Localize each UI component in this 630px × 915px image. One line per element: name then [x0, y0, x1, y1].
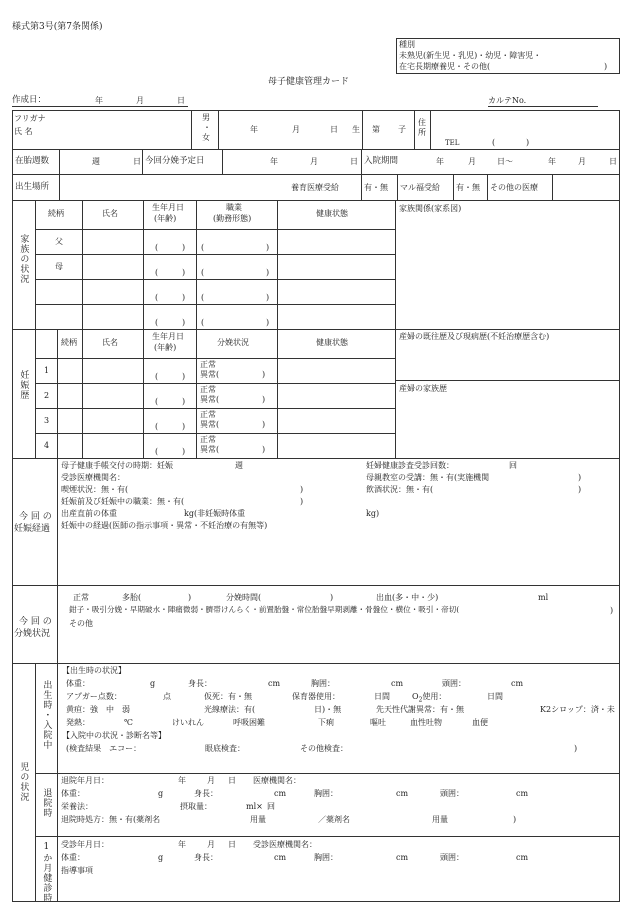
hematemesis-label: 血性吐物 [410, 718, 442, 727]
row-line [35, 836, 620, 837]
convulsion-label: けいれん [172, 718, 204, 727]
row-line [35, 383, 395, 384]
birth-year: 年 [250, 125, 258, 134]
birth-weight-label: 体重： [66, 679, 90, 688]
checkup-date-label: 受診年月日： [61, 840, 109, 849]
pregnancy-section-label: 妊娠歴 [18, 370, 29, 400]
maternal-family-label: 産婦の家族歴 [399, 384, 447, 393]
address-label-1: 住 [418, 118, 426, 127]
unit-day: 日 [228, 840, 236, 849]
incubator-label: 保育器使用： [292, 692, 340, 701]
discharge-label: 退院時 [41, 788, 52, 818]
col-line [362, 110, 363, 149]
delivery-normal: 正常 [200, 360, 216, 369]
dose2-label: 用量 [432, 815, 448, 824]
family-col-birth-age: (年齢) [154, 214, 177, 223]
admission-label: 入院期間 [364, 156, 399, 166]
birth-order-1: 第 [372, 125, 380, 134]
category-label: 種別 [399, 40, 415, 49]
unit-month: 月 [207, 776, 215, 785]
drinking-label: 飲酒状況：無・有( [366, 485, 434, 494]
maternal-history-label: 産婦の既往歴及び現病歴(不妊治療歴含む) [399, 332, 550, 341]
unit-cm: cm [396, 853, 409, 862]
adm-month2: 月 [578, 157, 586, 166]
paren: ) [182, 268, 186, 277]
row-line [35, 304, 395, 305]
preg-col-health: 健康状態 [316, 338, 348, 347]
job-end: ) [300, 497, 304, 506]
col-line [395, 200, 396, 458]
unit-cm: cm [391, 679, 404, 688]
col-line [361, 149, 362, 174]
smoking-label: 喫煙状況：無・有( [61, 485, 129, 494]
paren: ) [182, 293, 186, 302]
phototherapy-label: 光線療法：有( [204, 705, 256, 714]
prescription-end: ) [513, 815, 517, 824]
dyspnea-label: 呼吸困難 [233, 718, 265, 727]
category-line1: 未熟児(新生児・乳児)・幼児・障害児・ [399, 51, 542, 60]
discharge-chest-label: 胸囲： [314, 789, 338, 798]
col-line [196, 329, 197, 458]
days-unit: 日 [133, 157, 141, 166]
drinking-end: ) [578, 485, 582, 494]
discharge-date-label: 退院年月日： [61, 776, 109, 785]
delivery-abnormal: 異常( [200, 445, 220, 454]
created-underline [12, 106, 188, 107]
preg-col-relation: 続柄 [61, 338, 77, 347]
checkup-height-label: 身長： [194, 853, 218, 862]
asphyxia-label: 仮死：有・無 [204, 692, 252, 701]
adm-year1: 年 [436, 157, 444, 166]
checkup-count-unit: 回 [509, 461, 517, 470]
col-line [59, 174, 60, 200]
delivery-abnormal: 異常( [200, 420, 220, 429]
preg-col-name: 氏名 [102, 338, 118, 347]
paren: ) [266, 318, 270, 327]
delivery-label-2: 分娩状況 [14, 629, 51, 639]
paren: ) [262, 445, 266, 454]
apgar-unit: 点 [163, 692, 171, 701]
nurture-medical-label: 養育医療受給 [291, 183, 339, 192]
row-line [395, 380, 620, 381]
nutrition-label: 栄養法： [61, 802, 93, 811]
delivery-normal: 正常 [73, 593, 89, 602]
delivery-complications-end: ) [610, 606, 614, 615]
col-line [218, 110, 219, 149]
row-line [12, 458, 620, 459]
delivery-complications: 鉗子・吸引分娩・早期破水・陣痛微弱・臍帯けんらく・前置胎盤・常位胎盤早期剥離・骨盤位・横位・吸引・帝切( [69, 605, 460, 614]
paren: ) [182, 243, 186, 252]
birth-month: 月 [292, 125, 300, 134]
family-tree-label: 家族関係(家系図) [399, 204, 462, 213]
maru-fuku-yes-no: 有・無 [456, 183, 480, 192]
guidance-label: 指導事項 [61, 866, 93, 875]
sex-dot: ・ [203, 123, 211, 132]
paren: ) [182, 397, 186, 406]
paren: ) [262, 395, 266, 404]
col-line [453, 174, 454, 200]
unit-cm: cm [516, 789, 529, 798]
intake-label: 摂取量： [180, 802, 212, 811]
unit-cm: cm [274, 789, 287, 798]
tel-paren-open: ( [492, 138, 496, 147]
due-day: 日 [350, 157, 358, 166]
birth-admission-label: 出生時・入院中 [41, 680, 52, 750]
unit-g: g [158, 789, 164, 798]
sex-female: 女 [202, 133, 210, 142]
checkup-hospital-label: 受診医療機関名： [253, 840, 317, 849]
form-number: 様式第3号(第7条関係) [12, 22, 103, 32]
paren: ( [201, 243, 205, 252]
jaundice-label: 黄疸：強 中 弱 [66, 705, 130, 714]
row-line [35, 773, 620, 774]
fever-label: 発熱： [66, 718, 90, 727]
preg-col-delivery: 分娩状況 [217, 338, 249, 347]
birth-born: 生 [352, 125, 360, 134]
family-section-label: 家族の状況 [18, 234, 29, 284]
birthplace-label: 出生場所 [15, 182, 50, 192]
paren: ) [182, 447, 186, 456]
col-line [361, 174, 362, 200]
furigana-label: フリガナ [14, 114, 46, 123]
progress-label: 妊娠中の経過(医師の指示事項・異常・不妊治療の有無等) [61, 521, 268, 530]
checkup-weight-label: 体重： [61, 853, 85, 862]
unit-days: 日間 [374, 692, 390, 701]
birth-chest-label: 胸囲： [311, 679, 335, 688]
weeks-unit: 週 [92, 157, 100, 166]
col-line [82, 200, 83, 329]
oxygen-label: $O_2$使用： [412, 692, 447, 704]
paren: ) [266, 243, 270, 252]
delivery-normal: 正常 [200, 385, 216, 394]
family-col-occupation: 職業 [226, 203, 242, 212]
checkup-count-label: 妊婦健康診査受診回数： [366, 461, 454, 470]
birth-order-2: 子 [398, 125, 406, 134]
course-label-2: 妊娠経過 [14, 524, 51, 534]
discharge-hospital-label: 医療機関名： [253, 776, 301, 785]
inpatient-header: 【入院中の状況・診断名等】 [62, 731, 166, 740]
nurture-yes-no: 有・無 [364, 183, 388, 192]
paren: ( [155, 243, 159, 252]
unit-month: 月 [207, 840, 215, 849]
weight-unit: kg(非妊娠時体重 [184, 509, 246, 518]
birth-height-label: 身長： [188, 679, 212, 688]
parent-class-end: ) [578, 473, 582, 482]
due-month: 月 [310, 157, 318, 166]
parent-class-label: 母親教室の受講：無・有(実施機関 [366, 473, 490, 482]
col-line [397, 174, 398, 200]
family-col-occupation-2: (勤務形態) [213, 214, 252, 223]
sex-male: 男 [202, 113, 210, 122]
col-line [35, 200, 36, 329]
preg-col-birth-age: (年齢) [154, 343, 177, 352]
row-line [12, 200, 620, 201]
row-line [12, 663, 620, 664]
unit-year: 年 [178, 776, 186, 785]
due-year: 年 [270, 157, 278, 166]
col-line [143, 200, 144, 329]
discharge-height-label: 身長： [194, 789, 218, 798]
created-year: 年 [95, 96, 103, 105]
tel-label: TEL [445, 139, 460, 147]
paren: ( [155, 372, 159, 381]
page-title: 母子健康管理カード [268, 77, 350, 87]
adm-year2: 年 [548, 157, 556, 166]
delivery-abnormal: 異常( [200, 370, 220, 379]
preg-col-birth: 生年月日 [152, 332, 184, 341]
unit-cm: cm [274, 853, 287, 862]
col-line [82, 329, 83, 458]
paren: ( [155, 422, 159, 431]
unit-cm: cm [511, 679, 524, 688]
tel-paren-close: ) [526, 138, 530, 147]
row-line [35, 408, 395, 409]
delivery-normal: 正常 [200, 435, 216, 444]
paren: ) [182, 372, 186, 381]
prescription-label: 退院時処方：無・有(薬剤名 [61, 815, 161, 824]
discharge-weight-label: 体重： [61, 789, 85, 798]
birth-day: 日 [330, 125, 338, 134]
delivery-abnormal: 異常( [200, 395, 220, 404]
col-line [277, 200, 278, 329]
row-line [35, 254, 395, 255]
paren: ( [155, 397, 159, 406]
preg-row-num: 2 [44, 391, 50, 400]
k2-label: K2シロップ：済・未 [540, 705, 615, 714]
row-line [12, 149, 620, 150]
unit-times: 回 [267, 802, 275, 811]
adm-month1: 月 [468, 157, 476, 166]
birth-header: 【出生時の状況】 [62, 666, 126, 675]
eye-test-label: 眼底検査： [205, 744, 245, 753]
birth-head-label: 頭囲： [442, 679, 466, 688]
apgar-label: アプガー点数： [66, 692, 122, 701]
metabolic-label: 先天性代謝異常：有・無 [376, 705, 464, 714]
preg-row-num: 1 [44, 366, 50, 375]
paren: ( [155, 268, 159, 277]
col-line [191, 110, 192, 149]
address-label-2: 所 [418, 128, 426, 137]
col-line [143, 329, 144, 458]
col-line [414, 110, 415, 149]
unit-days: 日間 [487, 692, 503, 701]
preg-row-num: 3 [44, 416, 50, 425]
row-line [12, 329, 620, 330]
course-label-1: 今 回 の [19, 512, 52, 522]
created-label: 作成日： [12, 95, 47, 105]
col-line [35, 663, 36, 902]
unit-ml-times: ml× [246, 802, 263, 811]
paren: ) [266, 268, 270, 277]
row-line [12, 585, 620, 586]
delivery-duration: 分娩時間( [226, 593, 262, 602]
paren: ( [201, 318, 205, 327]
checkup-chest-label: 胸囲： [314, 853, 338, 862]
gestational-label: 在胎週数 [15, 156, 50, 166]
category-line2: 在宅長期療養児・その他( [399, 62, 491, 71]
tests-end: ) [574, 744, 578, 753]
col-line [552, 174, 553, 200]
created-month: 月 [136, 96, 144, 105]
row-line [35, 229, 395, 230]
col-line [487, 174, 488, 200]
paren: ( [201, 293, 205, 302]
col-line [35, 329, 36, 458]
family-col-relation: 続柄 [48, 209, 64, 218]
row-line [35, 358, 395, 359]
maru-fuku-label: マル福受給 [400, 183, 440, 192]
phototherapy-end: 日)・無 [314, 705, 342, 714]
other-medical-label: その他の医療 [490, 183, 538, 192]
vomit-label: 嘔吐 [370, 718, 386, 727]
dose-label: 用量 [250, 815, 266, 824]
adm-range-sep: 日〜 [497, 157, 513, 166]
paren: ( [155, 447, 159, 456]
delivery-other: その他 [69, 619, 93, 628]
unit-g: g [150, 679, 156, 688]
drug2-label: ／薬剤名 [318, 815, 350, 824]
family-col-health: 健康状態 [316, 209, 348, 218]
row-line [12, 174, 620, 175]
col-line [277, 329, 278, 458]
checkup-head-label: 頭囲： [440, 853, 464, 862]
delivery-duration-end: ) [330, 593, 334, 602]
col-line [57, 663, 58, 902]
family-col-birth: 生年月日 [152, 203, 184, 212]
chart-no-underline [488, 106, 598, 107]
col-line [222, 149, 223, 174]
family-mother: 母 [55, 262, 63, 271]
unit-g: g [158, 853, 164, 862]
weight-unit2: kg) [366, 509, 380, 518]
created-day: 日 [177, 96, 185, 105]
col-line [57, 585, 58, 663]
paren: ( [155, 293, 159, 302]
preg-row-num: 4 [44, 441, 50, 450]
paren: ) [266, 293, 270, 302]
family-father: 父 [55, 237, 63, 246]
bloody-stool-label: 血便 [472, 718, 488, 727]
discharge-head-label: 頭囲： [440, 789, 464, 798]
other-test-label: その他検査： [300, 744, 348, 753]
diarrhea-label: 下痢 [318, 718, 334, 727]
paren: ) [262, 370, 266, 379]
row-line [35, 279, 395, 280]
delivery-multiple: 多胎( [122, 593, 142, 602]
col-line [142, 149, 143, 174]
unit-year: 年 [178, 840, 186, 849]
smoking-end: ) [300, 485, 304, 494]
child-section-label: 児の状況 [18, 762, 29, 802]
unit-day: 日 [228, 776, 236, 785]
delivery-bleeding: 出血(多・中・少) [376, 593, 439, 602]
weight-label: 出産直前の体重 [61, 509, 117, 518]
course-hospital-label: 受診医療機関名： [61, 473, 125, 482]
unit-cm: cm [396, 789, 409, 798]
paren: ( [201, 268, 205, 277]
unit-cm: cm [268, 679, 281, 688]
adm-day2: 日 [609, 157, 617, 166]
delivery-multiple-end: ) [188, 593, 192, 602]
due-date-label: 今回分娩予定日 [145, 156, 205, 166]
handbook-label: 母子健康手帳交付の時期：妊娠 [61, 461, 173, 470]
paren: ( [155, 318, 159, 327]
col-line [430, 110, 431, 149]
delivery-bleeding-unit: ml [538, 593, 549, 602]
paren: ) [182, 422, 186, 431]
one-month-label: 1か月健診時 [41, 842, 52, 903]
unit-cm: cm [516, 853, 529, 862]
col-line [196, 200, 197, 329]
delivery-label-1: 今 回 の [19, 617, 52, 627]
name-label: 氏 名 [14, 127, 33, 136]
paren: ) [182, 318, 186, 327]
tests-label: (検査結果 エコー： [66, 744, 142, 753]
col-line [57, 329, 58, 458]
col-line [59, 149, 60, 174]
category-line2-end: ) [604, 62, 608, 71]
family-col-name: 氏名 [102, 209, 118, 218]
paren: ) [262, 420, 266, 429]
handbook-week: 週 [235, 461, 243, 470]
delivery-normal: 正常 [200, 410, 216, 419]
unit-celsius: ℃ [124, 718, 133, 727]
chart-no-label: カルテNo. [488, 96, 527, 105]
job-label: 妊娠前及び妊娠中の職業：無・有( [61, 497, 185, 506]
row-line [35, 433, 395, 434]
